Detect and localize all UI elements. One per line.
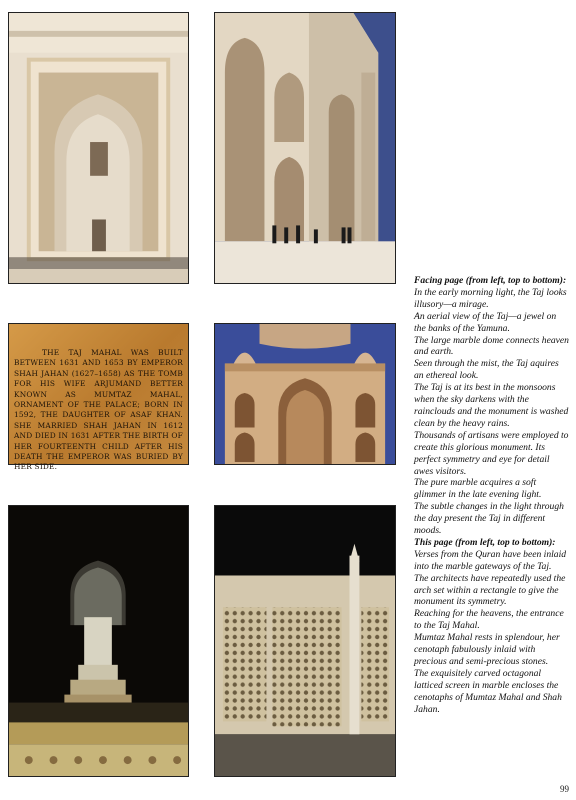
caption-item: The large marble dome connects heaven and earth. (414, 334, 569, 358)
photo-arched-gateway (8, 12, 189, 284)
caption-column (414, 275, 570, 716)
photo-taj-entrance-domes (214, 323, 396, 465)
caption-heading-this-page: This page (from left, top to bottom): (414, 536, 556, 548)
caption-item: Verses from the Quran have been inlaid into the marble gateways of the Taj. (414, 548, 567, 572)
caption-heading-facing: Facing page (from left, top to bottom): (414, 275, 567, 286)
plaque-text: THE TAJ MAHAL WAS BUILT BETWEEN 1631 AND 1653 BY EMPEROR SHAH JAHAN (1627–1658) AS THE TOMB FOR HIS WIFE ARJUMAND BETTER KNOWN AS MUMTAZ MAHAL, ORNAMENT OF THE PALACE; BORN IN 1592, THE DAUGHTER OF ASAF KHAN. SHE MARRIED SHAH JAHAN IN 1612 AND DIED IN 1631 AFTER THE BIRTH OF HER FOURTEENTH CHILD AFTER HIS DEATH THE EMPEROR WAS BURIED BY HER SIDE. (14, 348, 184, 472)
photo-cenotaph-night (8, 505, 189, 777)
photo-taj-facade-angle (214, 12, 396, 284)
page-number: 99 (560, 784, 569, 794)
caption-item: The exquisitely carved octagonal latticed screen in marble encloses the cenotaphs of Mumtaz Mahal and Shah Jahan. (414, 667, 562, 715)
caption-item: Reaching for the heavens, the entrance to the Taj Mahal. (414, 608, 564, 632)
caption-item: Seen through the mist, the Taj aquires an ethereal look. (414, 358, 559, 382)
caption-item: The pure marble acquires a soft glimmer in the late evening light. (414, 477, 542, 501)
caption-item: An aerial view of the Taj—a jewel on the banks of the Yamuna. (414, 310, 557, 334)
caption-item: The architects have repeatedly used the arch set within a rectangle to give the monument its symmetry. (414, 572, 566, 608)
caption-item: Mumtaz Mahal rests in splendour, her cenotaph fabulously inlaid with precious and semi-precious stones. (414, 632, 560, 667)
caption-facing-page (414, 275, 570, 537)
caption-item: In the early morning light, the Taj looks illusory—a mirage. (414, 286, 567, 310)
caption-this-page (414, 537, 570, 716)
photo-lattice-screen (214, 505, 396, 777)
caption-item: The Taj is at its best in the monsoons when the sky darkens with the rainclouds and the monument is washed clean by the heavy rains. (414, 382, 569, 429)
caption-item: Thousands of artisans were employed to create this glorious monument. Its perfect symmetry and eye for detail awes visitors. (414, 429, 569, 477)
inscription-plaque (8, 323, 189, 472)
caption-item: The subtle changes in the light through the day present the Taj in different moods. (414, 501, 564, 537)
